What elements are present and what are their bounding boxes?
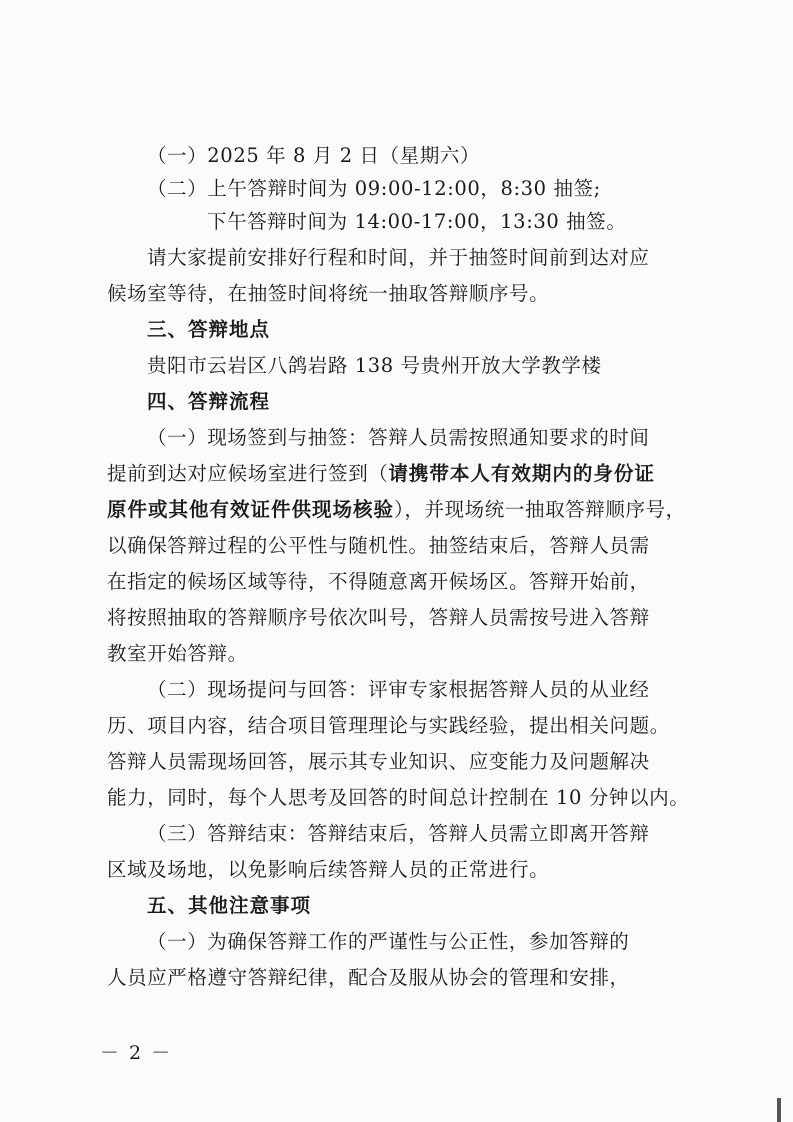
notice-line-1: 请大家提前安排好行程和时间，并于抽签时间前到达对应	[147, 246, 650, 269]
process-p2-line-1: （二）现场提问与回答：评审专家根据答辩人员的从业经	[147, 678, 650, 701]
process-p1-line-7: 教室开始答辩。	[107, 642, 248, 665]
schedule-afternoon: 下午答辩时间为 14:00-17:00，13:30 抽签。	[207, 210, 627, 233]
process-p1-line-6: 将按照抽取的答辩顺序号依次叫号，答辩人员需按号进入答辩	[107, 606, 650, 629]
schedule-morning: （二）上午答辩时间为 09:00-12:00，8:30 抽签;	[147, 177, 601, 200]
address-line: 贵阳市云岩区八鸽岩路 138 号贵州开放大学教学楼	[147, 354, 602, 377]
process-p3-line-1: （三）答辩结束：答辩结束后，答辩人员需立即离开答辩	[147, 822, 650, 845]
process-p3-line-2: 区域及场地，以免影响后续答辩人员的正常进行。	[107, 858, 550, 881]
schedule-date: （一）2025 年 8 月 2 日（星期六）	[147, 144, 481, 167]
section-heading-notes: 五、其他注意事项	[147, 894, 312, 917]
notes-p1-line-1: （一）为确保答辩工作的严谨性与公正性，参加答辩的	[147, 930, 630, 953]
process-p1-line-2	[107, 457, 655, 490]
process-p1-line-2-text: 提前到达对应候场室进行签到（	[107, 462, 389, 485]
process-p1-line-4: 以确保答辩过程的公平性与随机性。抽签结束后，答辩人员需	[107, 534, 650, 557]
notice-line-2: 候场室等待，在抽签时间将统一抽取答辩顺序号。	[107, 282, 550, 305]
section-heading-location: 三、答辩地点	[147, 318, 271, 341]
id-verification-text: 原件或其他有效证件供现场核验	[107, 498, 395, 521]
notes-p1-line-2: 人员应严格遵守答辩纪律，配合及服从协会的管理和安排，	[107, 966, 630, 989]
process-p2-line-3: 答辩人员需现场回答，展示其专业知识、应变能力及问题解决	[107, 750, 650, 773]
process-p1-line-1: （一）现场签到与抽签：答辩人员需按照通知要求的时间	[147, 426, 650, 449]
scan-edge-mark	[777, 1098, 781, 1122]
process-p1-line-3-text: ），并现场统一抽取答辩顺序号，	[394, 498, 686, 521]
process-p2-line-2: 历、项目内容，结合项目管理理论与实践经验，提出相关问题。	[107, 714, 670, 737]
process-p1-line-3	[107, 493, 686, 526]
section-heading-process: 四、答辩流程	[147, 390, 271, 413]
id-requirement-text: 请携带本人有效期内的身份证	[388, 462, 655, 485]
page-number: － 2 －	[100, 1042, 173, 1064]
process-p2-line-4: 能力，同时，每个人思考及回答的时间总计控制在 10 分钟以内。	[107, 786, 690, 809]
process-p1-line-5: 在指定的候场区域等待，不得随意离开候场区。答辩开始前，	[107, 570, 650, 593]
